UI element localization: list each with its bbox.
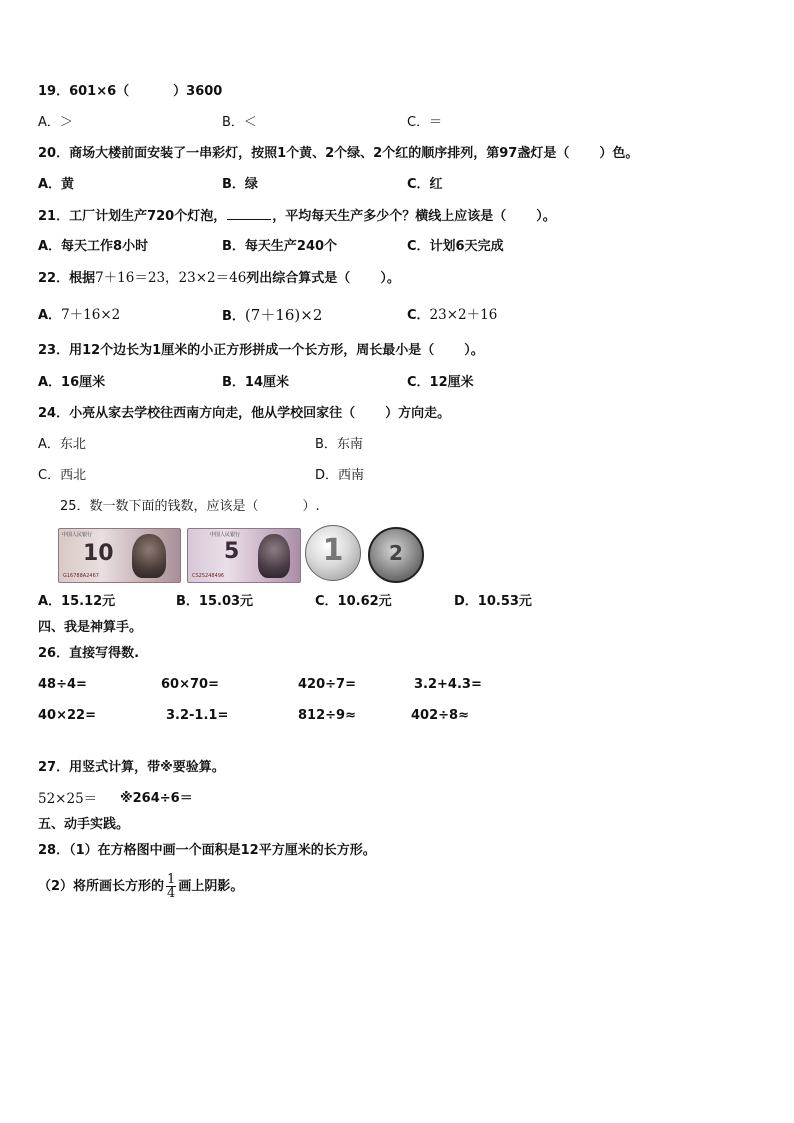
ten-yuan-note-digits: 10	[83, 541, 114, 566]
q26-item: 420÷7=	[298, 677, 356, 692]
five-yuan-note-digits: 5	[224, 539, 240, 564]
q19-option-c: C．＝	[407, 115, 443, 130]
q24-stem: 24．小亮从家去学校往西南方向走，他从学校回家往（ ）方向走。	[38, 406, 451, 421]
ten-yuan-note	[58, 528, 181, 583]
q25-stem: 25．数一数下面的钱数，应该是（ ）.	[60, 499, 320, 514]
q21-stem: 21．工厂计划生产720个灯泡， ，平均每天生产多少个？横线上应该是（ ）。	[38, 209, 556, 224]
q20-option-a: A．黄	[38, 177, 75, 192]
q27-expression-1: 52×25＝	[38, 791, 98, 807]
q23-stem: 23．用12个边长为1厘米的小正方形拼成一个长方形，周长最小是（ ）。	[38, 343, 484, 358]
q19-stem: 19．601×6（ ）3600	[38, 84, 223, 99]
q19-option-a: A．＞	[38, 115, 73, 130]
ten-yuan-note-serial: G16788A2467	[63, 573, 99, 579]
five-yuan-note-header: 中国人民银行	[210, 532, 241, 538]
q24-option-a: A．东北	[38, 437, 86, 452]
q23-option-c: C．12厘米	[407, 375, 474, 390]
q21-option-b: B．每天生产240个	[222, 239, 338, 254]
q28-line-1: 28．（1）在方格图中画一个面积是12平方厘米的长方形。	[38, 843, 376, 858]
q21-option-a: A．每天工作8小时	[38, 239, 149, 254]
one-yuan-coin	[305, 525, 361, 581]
q23-option-b: B．14厘米	[222, 375, 289, 390]
two-fen-coin	[368, 527, 424, 583]
section-4-title: 四、我是神算手。	[38, 620, 143, 635]
q19-option-b: B．＜	[222, 115, 257, 130]
q26-item: 40×22=	[38, 708, 96, 723]
q25-option-a: A．15.12元	[38, 594, 116, 609]
portrait-icon	[132, 534, 166, 578]
q22-stem: 22．根据7＋16＝23，23×2＝46列出综合算式是（ ）。	[38, 270, 400, 286]
q22-option-c: C．23×2＋16	[407, 307, 498, 323]
five-yuan-note-serial: CS25248496	[192, 573, 225, 579]
two-fen-coin-digit: 2	[389, 541, 403, 565]
q26-item: 60×70=	[161, 677, 219, 692]
q24-option-c: C．西北	[38, 468, 87, 483]
q25-option-d: D．10.53元	[454, 594, 532, 609]
q26-stem: 26．直接写得数.	[38, 646, 140, 661]
q20-stem: 20．商场大楼前面安装了一串彩灯，按照1个黄、2个绿、2个红的顺序排列，第97盏灯是（ ）色。	[38, 146, 639, 161]
fraction-one-quarter: $\frac{1}{4}$	[167, 872, 176, 901]
q22-option-a: A．7＋16×2	[38, 307, 121, 323]
q23-option-a: A．16厘米	[38, 375, 106, 390]
one-yuan-coin-digit: 1	[322, 533, 344, 568]
q26-item: 3.2+4.3=	[414, 677, 482, 692]
q20-option-b: B．绿	[222, 177, 258, 192]
five-yuan-note	[187, 528, 301, 583]
q26-item: 812÷9≈	[298, 708, 356, 723]
q26-item: 402÷8≈	[411, 708, 469, 723]
q25-option-b: B．15.03元	[176, 594, 254, 609]
q24-option-b: B．东南	[315, 437, 363, 452]
ten-yuan-note-header: 中国人民银行	[62, 532, 93, 538]
q21-option-c: C．计划6天完成	[407, 239, 504, 254]
portrait-icon	[258, 534, 290, 578]
q24-option-d: D．西南	[315, 468, 365, 483]
q25-option-c: C．10.62元	[315, 594, 392, 609]
section-5-title: 五、动手实践。	[38, 817, 130, 832]
q28-line-2: （2）将所画长方形的 $\frac{1}{4}$ 画上阴影。	[38, 872, 244, 901]
q20-option-c: C．红	[407, 177, 443, 192]
q27-expression-2: ※264÷6＝	[120, 791, 193, 806]
q26-item: 48÷4=	[38, 677, 87, 692]
q26-item: 3.2-1.1=	[166, 708, 229, 723]
q27-stem: 27．用竖式计算，带※要验算。	[38, 760, 225, 775]
q22-option-b: B．(7＋16)×2	[222, 306, 323, 324]
